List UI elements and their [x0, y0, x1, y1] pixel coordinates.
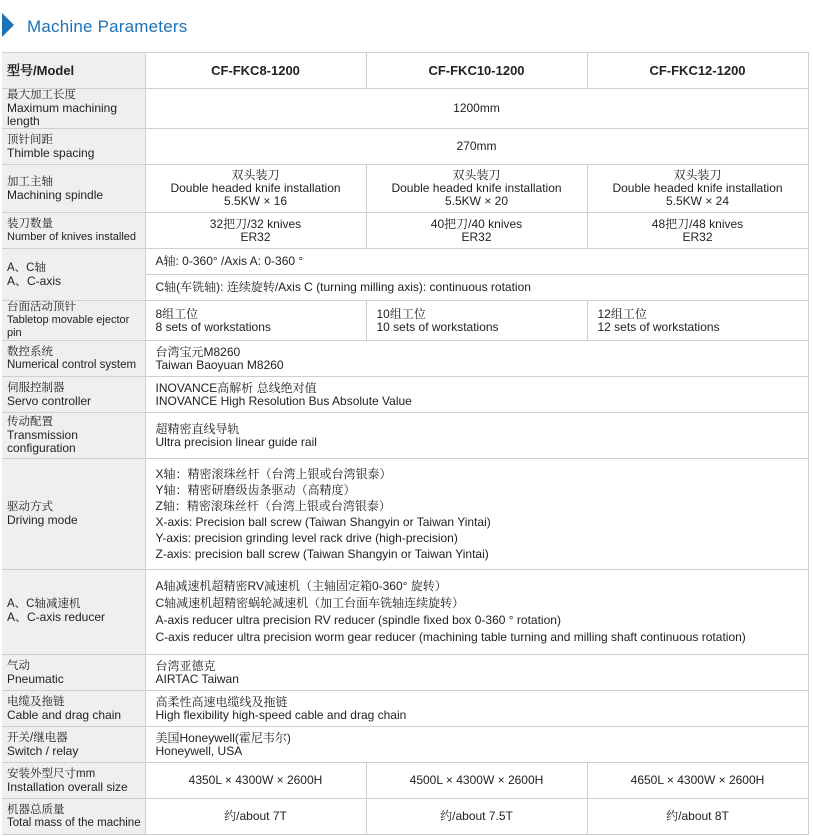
value-line: Ultra precision linear guide rail [155, 434, 317, 449]
value-line: 双头装刀 [231, 168, 280, 182]
row-label-en: Switch / relay [7, 743, 79, 758]
row-value [145, 691, 808, 727]
value-line: Double headed knife installation [391, 181, 562, 195]
value-line: C-axis reducer ultra precision worm gear reducer (machining table turning and milling shaft continuous rotation) [155, 630, 746, 644]
table-row-knives [2, 213, 808, 249]
value-line: INOVANCE High Resolution Bus Absolute Value [155, 393, 412, 408]
value-line: X-axis: Precision ball screw (Taiwan Shangyin or Taiwan Yintai) [155, 515, 491, 529]
row-label-en: Cable and drag chain [7, 707, 122, 722]
row-label-zh: 气动 [7, 659, 30, 672]
row-label [2, 129, 145, 165]
table-row-cable [2, 691, 808, 727]
value-line: Y轴：精密研磨级齿条驱动（高精度） [155, 483, 356, 497]
value-line: 48把刀/48 knives [651, 216, 744, 231]
row-label-zh: 台面活动顶针 [7, 301, 76, 313]
row-value: 4500L × 4300W × 2600H [366, 763, 587, 799]
table-row-ac-axis-a [2, 249, 808, 275]
row-label-en: Numerical control system [7, 358, 137, 371]
value-line: A轴减速机超精密RV减速机（主轴固定箱0-360° 旋转） [155, 579, 447, 593]
row-value [145, 727, 808, 763]
model-name: CF-FKC10-1200 [366, 53, 587, 89]
row-value [145, 377, 808, 413]
value-line: Double headed knife installation [170, 181, 341, 195]
row-label-en: Maximum machining length [7, 101, 118, 128]
value-line: AIRTAC Taiwan [155, 671, 239, 686]
value-line: Z轴：精密滚珠丝杆（台湾上银或台湾银泰） [155, 499, 391, 513]
row-label-en: configuration [7, 441, 76, 455]
row-value [587, 213, 808, 249]
row-value [587, 165, 808, 213]
row-label-zh: 传动配置 [7, 416, 53, 428]
section-header [0, 0, 813, 50]
row-label [2, 763, 145, 799]
row-label [2, 799, 145, 835]
value-line: 8组工位 [155, 306, 199, 321]
row-value: 1200mm [145, 89, 808, 129]
parameters-table [2, 52, 809, 835]
row-label-zh: 伺服控制器 [7, 381, 65, 394]
row-label-en: Servo controller [7, 393, 92, 408]
table-header-row [2, 53, 808, 89]
value-line: 双头装刀 [452, 168, 501, 182]
row-value [145, 655, 808, 691]
row-label-en: Installation overall size [7, 779, 128, 794]
value-line: INOVANCE高解析 总线绝对值 [155, 380, 317, 395]
row-label-zh: 最大加工长度 [7, 89, 76, 101]
row-value [587, 301, 808, 341]
row-value [366, 165, 587, 213]
value-line: Honeywell, USA [155, 743, 243, 758]
table-row-reducer [2, 570, 808, 655]
value-line: Double headed knife installation [612, 181, 783, 195]
row-label [2, 341, 145, 377]
row-label-zh: 驱动方式 [7, 501, 53, 513]
row-label-en: A、C-axis [7, 273, 62, 288]
table-row-nc [2, 341, 808, 377]
table-row-ejector [2, 301, 808, 341]
row-value: 约/about 8T [587, 799, 808, 835]
value-line: 5.5KW × 16 [223, 194, 288, 208]
row-label-zh: 机器总质量 [7, 803, 65, 816]
row-label [2, 213, 145, 249]
value-line: 高柔性高速电缆线及拖链 [155, 694, 288, 709]
row-value [145, 570, 808, 655]
value-line: 32把刀/32 knives [209, 216, 302, 231]
table-row-transmission [2, 413, 808, 459]
row-label-zh: 安装外型尺寸mm [7, 767, 96, 780]
table-row-thimble [2, 129, 808, 165]
page-title: Machine Parameters [27, 17, 188, 36]
model-name: CF-FKC12-1200 [587, 53, 808, 89]
value-line: ER32 [461, 229, 492, 244]
row-label-zh: A、C轴 [7, 261, 46, 274]
row-value [145, 165, 366, 213]
row-label-en: Machining spindle [7, 187, 104, 202]
table-row-size [2, 763, 808, 799]
row-label [2, 459, 145, 570]
value-line: A-axis reducer ultra precision RV reducer (spindle fixed box 0-360 ° rotation) [155, 613, 561, 627]
value-line: C轴减速机超精密蜗轮减速机（加工台面车铣轴连续旋转） [155, 596, 465, 610]
row-value [145, 341, 808, 377]
chevron-right-icon [2, 13, 14, 37]
model-label: 型号/Model [2, 53, 145, 89]
row-value: 约/about 7.5T [366, 799, 587, 835]
value-line: ER32 [682, 229, 713, 244]
row-label-en: Total mass of the machine [7, 816, 141, 829]
value-line: 10 sets of workstations [376, 319, 499, 334]
row-label-zh: 顶针间距 [7, 133, 53, 146]
row-label [2, 249, 145, 301]
value-line: 5.5KW × 24 [665, 194, 730, 208]
row-label [2, 691, 145, 727]
value-line: 台湾亚德克 [155, 658, 216, 673]
row-value [366, 213, 587, 249]
row-label-zh: 装刀数量 [7, 217, 53, 230]
table-row-spindle [2, 165, 808, 213]
row-label [2, 89, 145, 129]
value-line: 8 sets of workstations [155, 319, 271, 334]
row-label [2, 165, 145, 213]
row-value [366, 301, 587, 341]
table-row-mass [2, 799, 808, 835]
row-label-en: Number of knives installed [7, 230, 137, 243]
value-line: Taiwan Baoyuan M8260 [155, 357, 284, 372]
row-label [2, 301, 145, 341]
row-label-zh: 加工主轴 [7, 175, 53, 188]
value-line: High flexibility high-speed cable and drag chain [155, 707, 407, 722]
row-value [145, 213, 366, 249]
value-line: 超精密直线导轨 [155, 421, 240, 436]
row-label-en: Transmission [7, 428, 78, 442]
row-label-zh: A、C轴减速机 [7, 598, 81, 610]
row-value [145, 459, 808, 570]
row-value: 约/about 7T [145, 799, 366, 835]
value-line: 10组工位 [376, 306, 426, 321]
row-label-en: Pneumatic [7, 671, 64, 686]
row-value: 4350L × 4300W × 2600H [145, 763, 366, 799]
model-name: CF-FKC8-1200 [145, 53, 366, 89]
row-label [2, 377, 145, 413]
value-line: 12 sets of workstations [597, 319, 720, 334]
row-label [2, 413, 145, 459]
value-line: Y-axis: precision grinding level rack drive (high-precision) [155, 531, 458, 545]
value-line: X轴：精密滚珠丝杆（台湾上银或台湾银泰） [155, 467, 392, 481]
value-line: 12组工位 [597, 306, 647, 321]
row-label-en: Tabletop movable ejector pin [7, 314, 130, 339]
row-label [2, 570, 145, 655]
value-line: Z-axis: precision ball screw (Taiwan Shangyin or Taiwan Yintai) [155, 547, 489, 561]
row-label-en: Thimble spacing [7, 145, 95, 160]
value-line: 双头装刀 [673, 168, 722, 182]
table-row-servo [2, 377, 808, 413]
value-line: ER32 [240, 229, 271, 244]
row-value: 4650L × 4300W × 2600H [587, 763, 808, 799]
value-line: 美国Honeywell(霍尼韦尔) [155, 730, 291, 745]
row-value: C轴(车铣轴): 连续旋转/Axis C (turning milling axis): continuous rotation [145, 275, 808, 301]
row-label [2, 727, 145, 763]
row-value: 270mm [145, 129, 808, 165]
row-value [145, 301, 366, 341]
row-value [145, 413, 808, 459]
row-label [2, 655, 145, 691]
value-line: 5.5KW × 20 [444, 194, 509, 208]
row-label-en: A、C-axis reducer [7, 610, 106, 624]
row-value: A轴: 0-360° /Axis A: 0-360 ° [145, 249, 808, 275]
row-label-zh: 开关/继电器 [7, 731, 68, 744]
table-row-switch [2, 727, 808, 763]
table-row-max-length [2, 89, 808, 129]
row-label-zh: 电缆及拖链 [7, 695, 65, 708]
table-row-driving [2, 459, 808, 570]
row-label-en: Driving mode [7, 513, 78, 527]
table-row-pneumatic [2, 655, 808, 691]
value-line: 台湾宝元M8260 [155, 344, 241, 359]
row-label-zh: 数控系统 [7, 345, 53, 358]
value-line: 40把刀/40 knives [430, 216, 523, 231]
